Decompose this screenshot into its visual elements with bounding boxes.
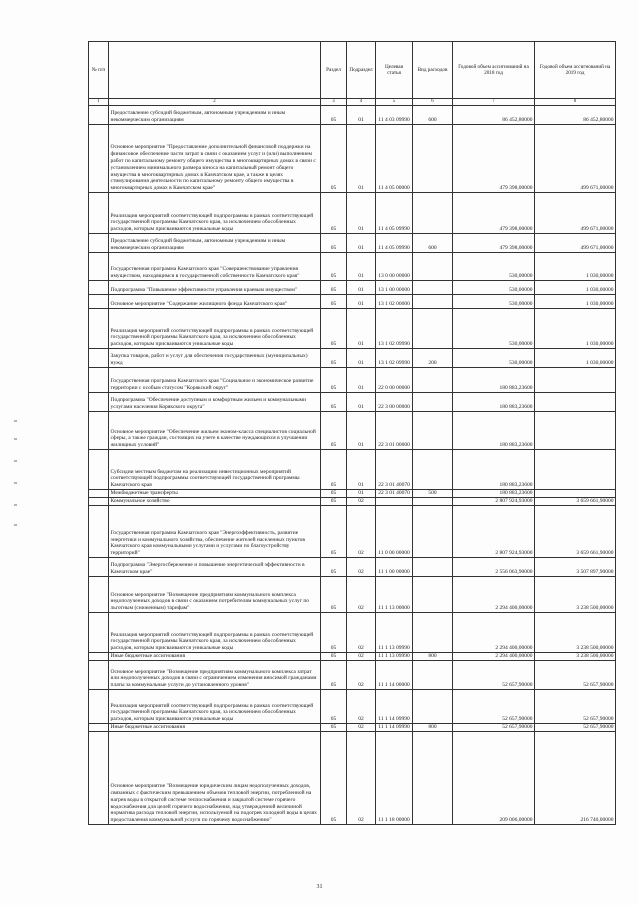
table-row (89, 281, 616, 295)
cell-amount-2019: 3 659 661,90000 (535, 506, 616, 558)
cell-name: Основное мероприятие "Предоставление дополнительной финансовой поддержки на финансовое обеспечение части затрат в связи с оказанием услуг и (или) выполнением работ по капитальному ремонту общего имущества в многоквартирных домах в связи с установлением минимального размера взноса на капитальный ремонт общего имущества в многоквартирных домах в Камчатском крае, а также в целях стимулирования деятельности по капитальному ремонту общего имущества в многоквартирных домах в Камчатском крае" (109, 125, 321, 193)
cell-target-article: 13 1 00 00000 (376, 281, 413, 295)
cell-amount-2019: 1 030,00000 (535, 309, 616, 349)
cell-expense-type: 800 (413, 724, 453, 732)
cell-target-article: 11 1 00 00000 (376, 558, 413, 577)
cell-section: 05 (321, 613, 347, 653)
cell-target-article: 11 4 05 09990 (376, 193, 413, 234)
budget-table (88, 41, 616, 825)
cell-subsection: 02 (347, 732, 376, 825)
cell-section: 05 (321, 253, 347, 281)
cell-name: Реализация мероприятий соответствующей подпрограммы в рамках соответствующей государственной программы Камчатского края, за исключением обособленных расходов, которым присваиваются уникальные коды (109, 690, 321, 724)
cell-expense-type (413, 506, 453, 558)
cell-amount-2019: 52 657,90000 (535, 690, 616, 724)
cell-num (89, 690, 109, 724)
cell-section: 05 (321, 309, 347, 349)
cell-section: 05 (321, 295, 347, 309)
cell-amount-2019 (535, 490, 616, 498)
cell-expense-type (413, 412, 453, 450)
cell-amount-2019: 3 238 500,00000 (535, 653, 616, 661)
cell-num (89, 349, 109, 368)
cell-num (89, 193, 109, 234)
cell-expense-type (413, 281, 453, 295)
cell-expense-type (413, 498, 453, 506)
cell-amount-2018: 180 883,23600 (453, 393, 535, 412)
cell-target-article: 11 0 00 00000 (376, 506, 413, 558)
cell-expense-type: 500 (413, 490, 453, 498)
cell-amount-2018: 530,00000 (453, 309, 535, 349)
header-amount-2019: Годовой объем ассигнований на 2019 год (535, 42, 616, 99)
cell-section: 05 (321, 577, 347, 613)
col-number: 8 (535, 99, 616, 106)
cell-section: 05 (321, 349, 347, 368)
table-row (89, 577, 616, 613)
cell-name: Основное мероприятие "Возмещение предприятиям коммунального комплекса недополученных доходов в связи с оказанием потребителям коммунальных услуг по льготным (сниженным) тарифам" (109, 577, 321, 613)
cell-name: Подпрограмма "Повышение эффективности управления краевым имуществом" (109, 281, 321, 295)
cell-amount-2019: 499 671,00000 (535, 125, 616, 193)
cell-name: Подпрограмма "Энергосбережение и повышение энергетической эффективности в Камчатском крае" (109, 558, 321, 577)
cell-amount-2019: 3 507 897,90000 (535, 558, 616, 577)
cell-name: Предоставление субсидий бюджетным, автономным учреждениям и иным некоммерческим организациям (109, 234, 321, 253)
cell-expense-type: 600 (413, 106, 453, 125)
cell-section: 05 (321, 690, 347, 724)
cell-amount-2018: 479 398,00000 (453, 234, 535, 253)
table-row (89, 295, 616, 309)
table-row (89, 412, 616, 450)
cell-section: 05 (321, 412, 347, 450)
cell-target-article: 11 1 14 09990 (376, 724, 413, 732)
cell-amount-2018: 180 883,23600 (453, 412, 535, 450)
cell-target-article (376, 498, 413, 506)
cell-name: Основное мероприятие "Возмещение юридическим лицам недополученных доходов, связанных с фактическим превышением объемов тепловой энергии, потребленной на нагрев воды в открытой системе теплоснабжения и закрытой системе горячего водоснабжения для целей горячего водоснабжения, над утвержденной величиной норматива расхода тепловой энергии, используемой на подогрев холодной воды в целях предоставления коммунальной услуги по горячему водоснабжению" (109, 732, 321, 825)
cell-num (89, 281, 109, 295)
col-number: 7 (453, 99, 535, 106)
col-number: 3 (321, 99, 347, 106)
cell-num (89, 450, 109, 490)
cell-amount-2018: 209 006,00000 (453, 732, 535, 825)
cell-target-article: 11 1 18 00000 (376, 732, 413, 825)
cell-name: Предоставление субсидий бюджетным, автономным учреждениям и иным некоммерческим организациям (109, 106, 321, 125)
col-number: 6 (413, 99, 453, 106)
cell-expense-type: 600 (413, 234, 453, 253)
cell-subsection: 02 (347, 613, 376, 653)
cell-target-article: 22 3 01 40070 (376, 450, 413, 490)
cell-amount-2019: 52 657,90000 (535, 661, 616, 690)
cell-amount-2018: 2 807 924,93000 (453, 498, 535, 506)
cell-name: Иные бюджетные ассигнования (109, 653, 321, 661)
cell-num (89, 490, 109, 498)
cell-target-article: 22 3 01 00000 (376, 412, 413, 450)
cell-section: 05 (321, 732, 347, 825)
cell-subsection: 01 (347, 368, 376, 393)
table-row (89, 450, 616, 490)
cell-section: 05 (321, 724, 347, 732)
header-subsection: Подраздел (347, 42, 376, 99)
cell-expense-type (413, 690, 453, 724)
cell-num (89, 309, 109, 349)
cell-target-article: 11 4 05 09990 (376, 234, 413, 253)
cell-amount-2019: 3 238 500,00000 (535, 577, 616, 613)
cell-expense-type (413, 450, 453, 490)
cell-num (89, 393, 109, 412)
cell-num (89, 613, 109, 653)
cell-name: Субсидии местным бюджетам на реализацию инвестиционных мероприятий соответствующей подпрограммы соответствующей государственной программы Камчатского края (109, 450, 321, 490)
cell-amount-2018: 530,00000 (453, 295, 535, 309)
cell-num (89, 106, 109, 125)
cell-name: Основное мероприятие "Содержание жилищного фонда Камчатского края" (109, 295, 321, 309)
cell-amount-2019 (535, 368, 616, 393)
cell-num (89, 653, 109, 661)
cell-name: Реализация мероприятий соответствующей подпрограммы в рамках соответствующей государственной программы Камчатского края, за исключением обособленных расходов, которым присваиваются уникальные коды (109, 613, 321, 653)
cell-amount-2019: 52 657,90000 (535, 724, 616, 732)
table-row (89, 506, 616, 558)
cell-section: 05 (321, 125, 347, 193)
cell-section: 05 (321, 506, 347, 558)
table-row (89, 368, 616, 393)
header-expense-type: Вид расходов (413, 42, 453, 99)
cell-subsection: 01 (347, 349, 376, 368)
cell-target-article: 22 3 01 40070 (376, 490, 413, 498)
cell-amount-2018: 180 883,23600 (453, 450, 535, 490)
cell-target-article: 11 1 14 09990 (376, 690, 413, 724)
cell-amount-2019: 499 671,00000 (535, 193, 616, 234)
cell-subsection: 01 (347, 281, 376, 295)
cell-amount-2019: 216 740,00000 (535, 732, 616, 825)
table-row (89, 349, 616, 368)
cell-target-article: 11 4 05 00000 (376, 125, 413, 193)
cell-subsection: 01 (347, 125, 376, 193)
cell-subsection: 01 (347, 295, 376, 309)
col-number: 4 (347, 99, 376, 106)
cell-subsection: 01 (347, 450, 376, 490)
cell-section: 05 (321, 490, 347, 498)
header-amount-2018: Годовой объем ассигнований на 2018 год (453, 42, 535, 99)
table-row (89, 253, 616, 281)
cell-expense-type (413, 253, 453, 281)
table-row (89, 661, 616, 690)
cell-name: Реализация мероприятий соответствующей подпрограммы в рамках соответствующей государственной программы Камчатского края, за исключением обособленных расходов, которым присваиваются уникальные коды (109, 193, 321, 234)
table-row (89, 732, 616, 825)
cell-expense-type (413, 368, 453, 393)
table-row (89, 690, 616, 724)
cell-subsection: 01 (347, 309, 376, 349)
cell-section: 05 (321, 193, 347, 234)
cell-target-article: 22 3 00 00000 (376, 393, 413, 412)
cell-target-article: 11 4 03 09990 (376, 106, 413, 125)
cell-name: Подпрограмма "Обеспечение доступным и комфортным жильем и коммунальными услугами населения Корякского округа" (109, 393, 321, 412)
cell-expense-type (413, 393, 453, 412)
cell-name: Межбюджетные трансферты (109, 490, 321, 498)
cell-expense-type (413, 309, 453, 349)
page-number: 31 (316, 884, 323, 890)
cell-name: Основное мероприятие "Обеспечение жильем эконом-класса специалистов социальной сферы, а также граждан, состоящих на учете в качестве нуждающихся в улучшении жилищных условий" (109, 412, 321, 450)
header-num: № п/п (89, 42, 109, 99)
cell-num (89, 732, 109, 825)
cell-target-article: 11 1 13 09990 (376, 653, 413, 661)
cell-name: Основное мероприятие "Возмещение предприятиям коммунального комплекса затрат или недополученных доходов в связи с ограничением изменения вносимой гражданами платы за коммунальные услуги до установленного уровня" (109, 661, 321, 690)
cell-amount-2019: 1 030,00000 (535, 281, 616, 295)
cell-amount-2018: 530,00000 (453, 281, 535, 295)
cell-amount-2019: 1 030,00000 (535, 349, 616, 368)
cell-expense-type (413, 613, 453, 653)
cell-subsection: 02 (347, 653, 376, 661)
cell-subsection: 01 (347, 412, 376, 450)
cell-amount-2018: 2 294 400,00000 (453, 653, 535, 661)
cell-expense-type (413, 125, 453, 193)
cell-target-article: 11 1 13 00000 (376, 577, 413, 613)
cell-amount-2019 (535, 450, 616, 490)
cell-name: Коммунальное хозяйство (109, 498, 321, 506)
table-row (89, 653, 616, 661)
cell-subsection: 02 (347, 724, 376, 732)
cell-expense-type (413, 661, 453, 690)
cell-expense-type: 800 (413, 653, 453, 661)
cell-expense-type (413, 295, 453, 309)
col-number: 5 (376, 99, 413, 106)
cell-amount-2019: 3 659 661,90000 (535, 498, 616, 506)
cell-amount-2018: 180 883,23600 (453, 368, 535, 393)
cell-num (89, 498, 109, 506)
cell-expense-type (413, 193, 453, 234)
cell-target-article: 22 0 00 00000 (376, 368, 413, 393)
cell-num (89, 661, 109, 690)
table-row (89, 613, 616, 653)
cell-expense-type: 200 (413, 349, 453, 368)
cell-name: Закупка товаров, работ и услуг для обеспечения государственных (муниципальных) нужд (109, 349, 321, 368)
table-row (89, 309, 616, 349)
cell-num (89, 234, 109, 253)
cell-section: 05 (321, 558, 347, 577)
cell-name: Иные бюджетные ассигнования (109, 724, 321, 732)
cell-amount-2019: 1 030,00000 (535, 295, 616, 309)
table-header-row (89, 42, 616, 99)
cell-amount-2018: 2 807 924,93000 (453, 506, 535, 558)
cell-num (89, 412, 109, 450)
header-target-article: Целевая статья (376, 42, 413, 99)
cell-section: 05 (321, 661, 347, 690)
cell-subsection: 01 (347, 193, 376, 234)
table-row (89, 724, 616, 732)
table-row (89, 125, 616, 193)
table-row (89, 498, 616, 506)
cell-amount-2019: 499 671,00000 (535, 234, 616, 253)
cell-name: Реализация мероприятий соответствующей подпрограммы в рамках соответствующей государственной программы Камчатского края, за исключением обособленных расходов, которым присваиваются уникальные коды (109, 309, 321, 349)
cell-name: Государственная программа Камчатского края "Социальное и экономическое развитие территории с особым статусом "Корякский округ" (109, 368, 321, 393)
column-number-row (89, 99, 616, 106)
header-name (109, 42, 321, 99)
cell-amount-2018: 86 452,80000 (453, 106, 535, 125)
header-section: Раздел (321, 42, 347, 99)
cell-amount-2018: 2 556 063,90000 (453, 558, 535, 577)
cell-expense-type (413, 558, 453, 577)
cell-amount-2018: 530,00000 (453, 253, 535, 281)
cell-num (89, 125, 109, 193)
cell-amount-2018: 52 657,90000 (453, 661, 535, 690)
cell-section: 05 (321, 498, 347, 506)
cell-section: 05 (321, 234, 347, 253)
cell-section: 05 (321, 653, 347, 661)
cell-amount-2018: 2 294 400,00000 (453, 613, 535, 653)
col-number: 1 (89, 99, 109, 106)
cell-target-article: 13 1 02 00000 (376, 295, 413, 309)
cell-subsection: 01 (347, 234, 376, 253)
cell-section: 05 (321, 393, 347, 412)
cell-target-article: 11 1 14 00000 (376, 661, 413, 690)
cell-num (89, 368, 109, 393)
cell-target-article: 11 1 13 09990 (376, 613, 413, 653)
cell-amount-2019: 86 452,80000 (535, 106, 616, 125)
table-row (89, 558, 616, 577)
cell-subsection: 02 (347, 506, 376, 558)
cell-subsection: 02 (347, 498, 376, 506)
cell-amount-2018: 479 398,00000 (453, 193, 535, 234)
cell-section: 05 (321, 281, 347, 295)
cell-name: Государственная программа Камчатского края "Совершенствование управления имуществом, находящимся в государственной собственности Камчатского края" (109, 253, 321, 281)
cell-subsection: 02 (347, 690, 376, 724)
cell-amount-2018: 180 883,23600 (453, 490, 535, 498)
cell-amount-2019: 1 030,00000 (535, 253, 616, 281)
cell-expense-type (413, 732, 453, 825)
cell-section: 05 (321, 106, 347, 125)
table-row (89, 393, 616, 412)
cell-section: 05 (321, 368, 347, 393)
table-row (89, 106, 616, 125)
cell-name: Государственная программа Камчатского края "Энергоэффективность, развитие энергетики и коммунального хозяйства, обеспечение жителей населенных пунктов Камчатского края коммунальными услугами и услугами по благоустройству территорий" (109, 506, 321, 558)
table-row (89, 193, 616, 234)
cell-expense-type (413, 577, 453, 613)
col-number: 2 (109, 99, 321, 106)
table-row (89, 490, 616, 498)
cell-section: 05 (321, 450, 347, 490)
cell-num (89, 724, 109, 732)
cell-amount-2019 (535, 393, 616, 412)
cell-subsection: 01 (347, 393, 376, 412)
cell-subsection: 02 (347, 661, 376, 690)
cell-amount-2018: 2 294 400,00000 (453, 577, 535, 613)
cell-amount-2018: 479 398,00000 (453, 125, 535, 193)
cell-amount-2018: 52 657,90000 (453, 690, 535, 724)
cell-num (89, 506, 109, 558)
table-row (89, 234, 616, 253)
cell-target-article: 13 1 02 09990 (376, 309, 413, 349)
cell-amount-2018: 52 657,90000 (453, 724, 535, 732)
cell-subsection: 01 (347, 106, 376, 125)
cell-target-article: 13 1 02 09990 (376, 349, 413, 368)
cell-amount-2019: 3 238 500,00000 (535, 613, 616, 653)
cell-amount-2018: 530,00000 (453, 349, 535, 368)
cell-num (89, 558, 109, 577)
cell-subsection: 01 (347, 490, 376, 498)
cell-subsection: 02 (347, 558, 376, 577)
cell-subsection: 02 (347, 577, 376, 613)
cell-num (89, 295, 109, 309)
cell-subsection: 01 (347, 253, 376, 281)
cell-target-article: 13 0 00 00000 (376, 253, 413, 281)
cell-num (89, 253, 109, 281)
cell-amount-2019 (535, 412, 616, 450)
cell-num (89, 577, 109, 613)
scan-artifacts (14, 420, 28, 540)
